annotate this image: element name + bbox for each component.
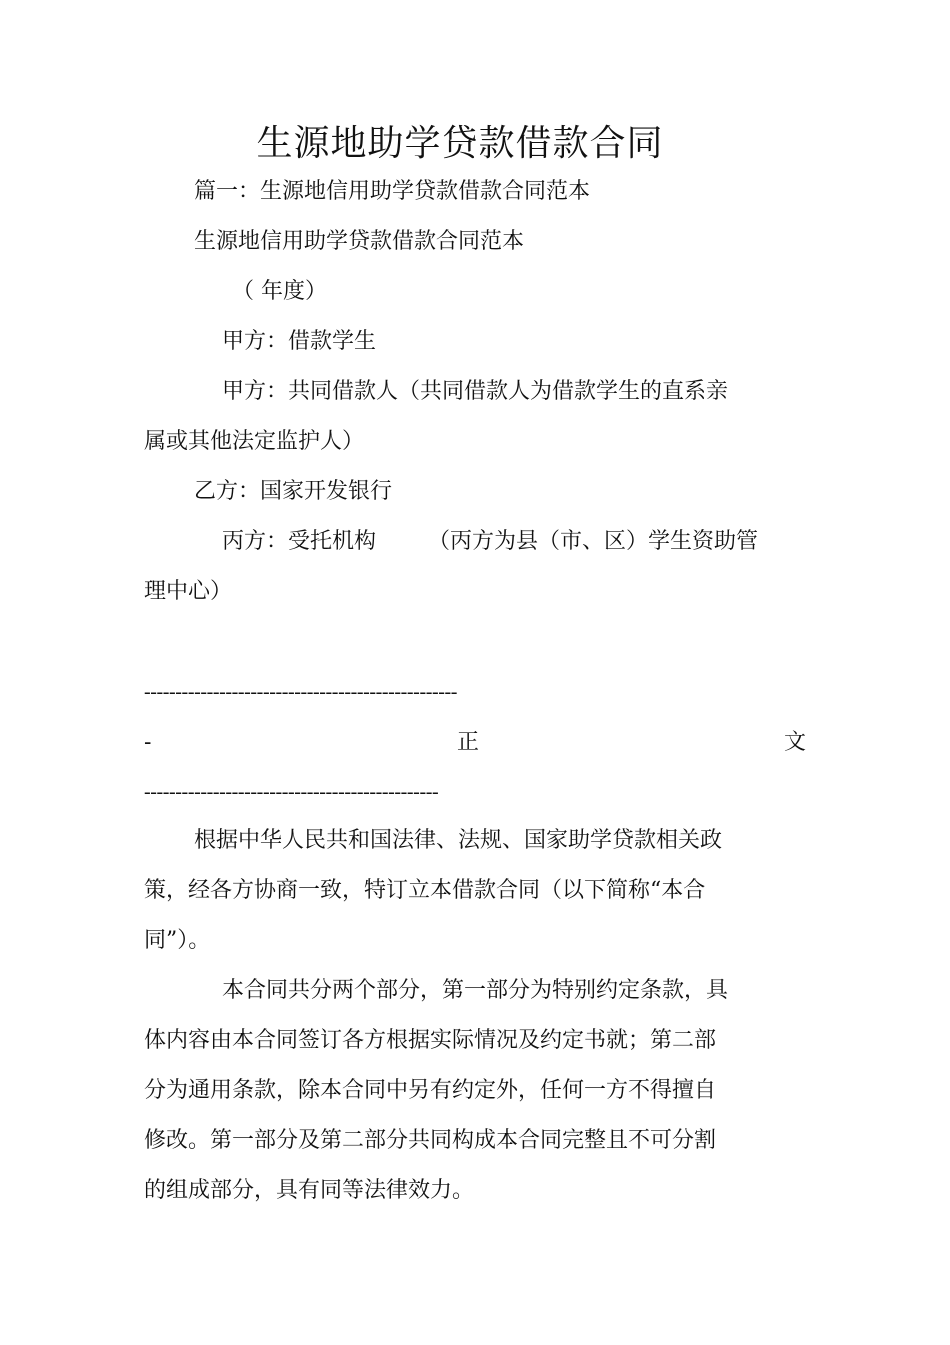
party-a-student: 甲方：借款学生 [222, 329, 377, 354]
template-title: 生源地信用助学贷款借款合同范本 [194, 229, 525, 254]
paragraph-2-line-3: 分为通用条款，除本合同中另有约定外，任何一方不得擅自 [144, 1078, 717, 1103]
heading-dash: - [144, 730, 152, 755]
paragraph-1-line-3: 同”）。 [144, 928, 211, 953]
paragraph-1-line-2: 策，经各方协商一致，特订立本借款合同（以下简称“本合 [144, 878, 706, 903]
party-a-coborrower: 甲方：共同借款人（共同借款人为借款学生的直系亲 [222, 379, 729, 404]
section-heading: 篇一：生源地信用助学贷款借款合同范本 [194, 179, 591, 204]
paragraph-2-line-4: 修改。第一部分及第二部分共同构成本合同完整且不可分割 [144, 1128, 717, 1153]
party-c-agency: 丙方：受托机构 [222, 529, 377, 554]
paragraph-2-line-2: 体内容由本合同签订各方根据实际情况及约定书就；第二部 [144, 1028, 717, 1053]
heading-char-wen: 文 [784, 730, 807, 755]
party-b-bank: 乙方：国家开发银行 [194, 479, 393, 504]
year-line: （ 年度） [232, 279, 327, 304]
party-c-note: （丙方为县（市、区）学生资助管 [428, 529, 759, 554]
divider-bottom: ----------------------------------------------- [144, 781, 439, 803]
document-title: 生源地助学贷款借款合同 [256, 123, 664, 164]
party-a-coborrower-cont: 属或其他法定监护人） [144, 429, 365, 454]
divider-top: -------------------------------------------------- [144, 681, 458, 703]
party-c-note-cont: 理中心） [144, 579, 233, 604]
paragraph-1-line-1: 根据中华人民共和国法律、法规、国家助学贷款相关政 [194, 828, 723, 853]
paragraph-2-line-1: 本合同共分两个部分，第一部分为特别约定条款，具 [222, 978, 729, 1003]
body-heading [144, 727, 806, 759]
paragraph-2-line-5: 的组成部分，具有同等法律效力。 [144, 1178, 475, 1203]
heading-char-zheng: 正 [457, 730, 480, 755]
